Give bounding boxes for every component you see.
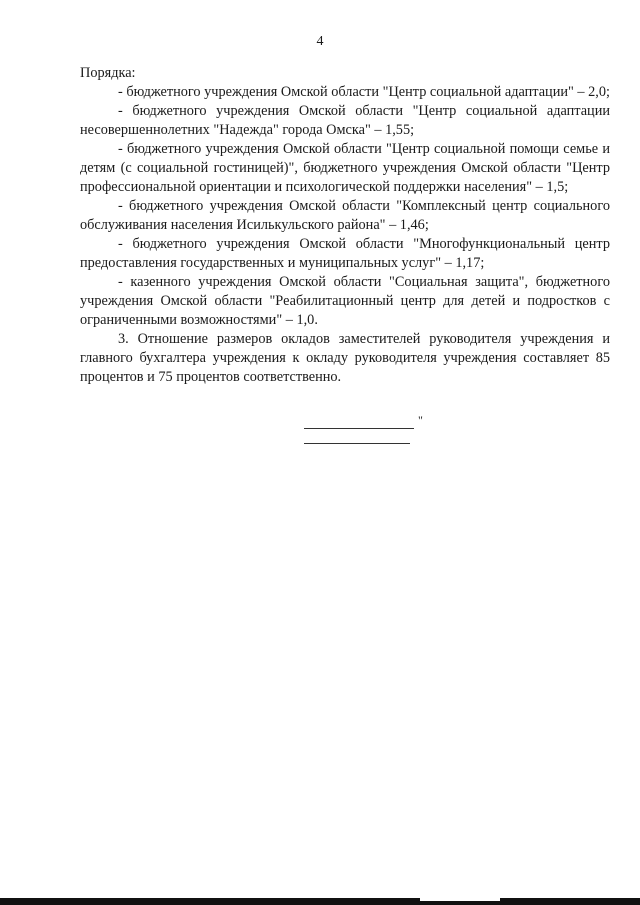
scan-edge-gap bbox=[420, 898, 500, 901]
list-item: - казенного учреждения Омской области "Социальная защита", бюджетного учреждения Омской области "Реабилитационный центр для детей и подростков с ограниченными возможностями" – 1,0. bbox=[80, 274, 610, 328]
closing-quote: " bbox=[418, 413, 423, 427]
scan-edge bbox=[0, 898, 640, 905]
paragraph-3: 3. Отношение размеров окладов заместителей руководителя учреждения и главного бухгалтера учреждения к окладу руководителя учреждения составляет 85 процентов и 75 процентов соответственно. bbox=[80, 331, 610, 385]
intro-text: Порядка: bbox=[80, 65, 136, 81]
list-item: - бюджетного учреждения Омской области "Центр социальной адаптации несовершеннолетних "Надежда" города Омска" – 1,55; bbox=[80, 103, 610, 138]
list-item: - бюджетного учреждения Омской области "Центр социальной помощи семье и детям (с социальной гостиницей)", бюджетного учреждения Омской области "Центр профессиональной ориентации и психологической поддержки населения" – 1,5; bbox=[80, 141, 610, 195]
page-number: 4 bbox=[316, 34, 324, 49]
separator-line bbox=[304, 443, 410, 444]
document-body bbox=[80, 64, 610, 387]
separator-line bbox=[304, 428, 414, 429]
list-item: - бюджетного учреждения Омской области "Центр социальной адаптации" – 2,0; bbox=[118, 84, 610, 100]
list-item: - бюджетного учреждения Омской области "Многофункциональный центр предоставления государственных и муниципальных услуг" – 1,17; bbox=[80, 236, 610, 271]
list-item: - бюджетного учреждения Омской области "Комплексный центр социального обслуживания населения Исилькульского района" – 1,46; bbox=[80, 198, 610, 233]
